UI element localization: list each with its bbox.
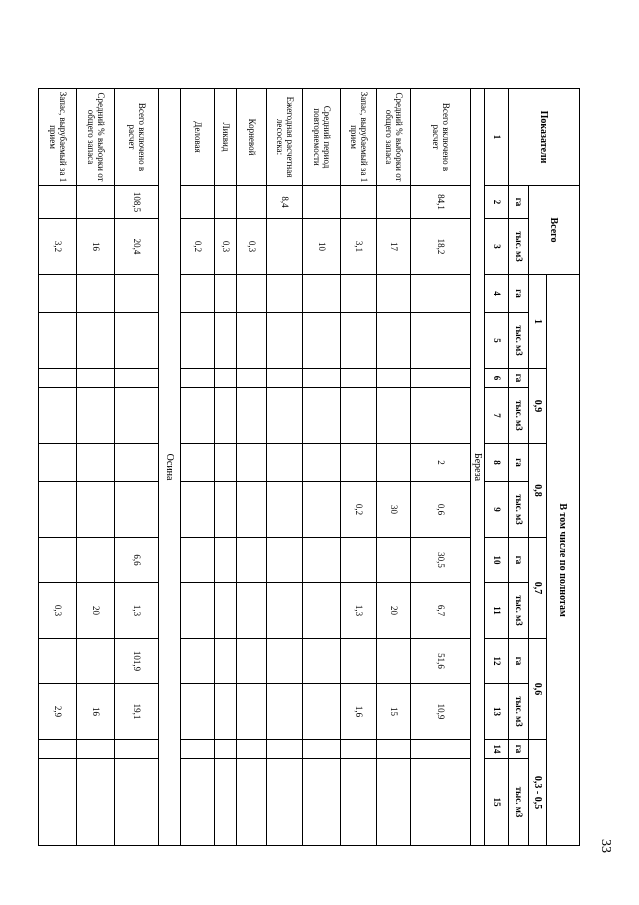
cell-c4: [267, 275, 303, 313]
row-label: Корневой: [237, 89, 267, 186]
cell-c9: 0,2: [341, 482, 377, 538]
cell-c13: 10,9: [411, 684, 471, 740]
cell-c3: [267, 219, 303, 275]
cell-c2: [237, 186, 267, 219]
col-number: 1: [485, 89, 509, 186]
col-number: 12: [485, 639, 509, 684]
cell-c7: [377, 388, 411, 444]
col-number: 10: [485, 538, 509, 583]
cell-c2: [77, 186, 115, 219]
cell-c11: [237, 583, 267, 639]
cell-c7: [115, 388, 159, 444]
cell-c6: [115, 369, 159, 388]
cell-c8: [341, 444, 377, 482]
cell-c5: [267, 313, 303, 369]
cell-c6: [215, 369, 237, 388]
cell-c11: 1,3: [341, 583, 377, 639]
cell-c2: [303, 186, 341, 219]
unit-m3: тыс. м3: [509, 482, 529, 538]
cell-c4: [341, 275, 377, 313]
cell-c8: 2: [411, 444, 471, 482]
unit-ha: га: [509, 275, 529, 313]
cell-c5: [39, 313, 77, 369]
col-number: 5: [485, 313, 509, 369]
cell-c9: [115, 482, 159, 538]
unit-ha: га: [509, 369, 529, 388]
col-number: 15: [485, 759, 509, 846]
cell-c5: [303, 313, 341, 369]
unit-m3: тыс. м3: [509, 219, 529, 275]
cell-c11: [303, 583, 341, 639]
cell-c9: 0,6: [411, 482, 471, 538]
cell-c10: [181, 538, 215, 583]
col-number: 8: [485, 444, 509, 482]
unit-ha: га: [509, 740, 529, 759]
cell-c14: [115, 740, 159, 759]
cell-c7: [303, 388, 341, 444]
cell-c4: [115, 275, 159, 313]
cell-c9: [237, 482, 267, 538]
col-number: 2: [485, 186, 509, 219]
cell-c12: [39, 639, 77, 684]
cell-c3: 17: [377, 219, 411, 275]
density-0-9: 0,9: [529, 369, 547, 444]
cell-c13: 16: [77, 684, 115, 740]
cell-c9: [215, 482, 237, 538]
cell-c8: [267, 444, 303, 482]
cell-c2: [215, 186, 237, 219]
cell-c7: [215, 388, 237, 444]
cell-c14: [267, 740, 303, 759]
row-label: Средний % выборки от общего запаса: [77, 89, 115, 186]
density-0-6: 0,6: [529, 639, 547, 740]
cell-c11: [215, 583, 237, 639]
cell-c6: [39, 369, 77, 388]
cell-c13: [303, 684, 341, 740]
cell-c3: 18,2: [411, 219, 471, 275]
unit-ha: га: [509, 639, 529, 684]
unit-ha: га: [509, 186, 529, 219]
cell-c3: 20,4: [115, 219, 159, 275]
cell-c13: 15: [377, 684, 411, 740]
rotated-table-frame: [48, 88, 580, 845]
cell-c12: [237, 639, 267, 684]
cell-c6: [237, 369, 267, 388]
cell-c2: [181, 186, 215, 219]
cell-c11: 20: [377, 583, 411, 639]
cell-c4: [237, 275, 267, 313]
cell-c4: [215, 275, 237, 313]
cell-c2: [39, 186, 77, 219]
cell-c8: [115, 444, 159, 482]
cell-c15: [237, 759, 267, 846]
cell-c15: [77, 759, 115, 846]
cell-c10: 6,6: [115, 538, 159, 583]
cell-c4: [303, 275, 341, 313]
cell-c14: [411, 740, 471, 759]
cell-c7: [39, 388, 77, 444]
cell-c3: 0,2: [181, 219, 215, 275]
cell-c8: [215, 444, 237, 482]
cell-c9: [267, 482, 303, 538]
cell-c11: 1,3: [115, 583, 159, 639]
col-number: 11: [485, 583, 509, 639]
cell-c15: [341, 759, 377, 846]
cell-c6: [377, 369, 411, 388]
cell-c14: [303, 740, 341, 759]
cell-c3: 0,3: [215, 219, 237, 275]
cell-c13: [267, 684, 303, 740]
cell-c14: [77, 740, 115, 759]
cell-c8: [377, 444, 411, 482]
cell-c10: [377, 538, 411, 583]
cell-c2: [341, 186, 377, 219]
col-number: 4: [485, 275, 509, 313]
col-number: 7: [485, 388, 509, 444]
unit-ha: га: [509, 538, 529, 583]
cell-c12: 101,9: [115, 639, 159, 684]
cell-c4: [77, 275, 115, 313]
cell-c7: [411, 388, 471, 444]
cell-c10: [303, 538, 341, 583]
cell-c2: [377, 186, 411, 219]
cell-c10: [77, 538, 115, 583]
row-label: Всего включено в расчет: [115, 89, 159, 186]
cell-c6: [181, 369, 215, 388]
cell-c13: 19,1: [115, 684, 159, 740]
cell-c15: [267, 759, 303, 846]
cell-c6: [411, 369, 471, 388]
cell-c11: 6,7: [411, 583, 471, 639]
cell-c13: 2,9: [39, 684, 77, 740]
cell-c14: [341, 740, 377, 759]
col-number: 6: [485, 369, 509, 388]
cell-c2: 108,5: [115, 186, 159, 219]
cell-c11: [181, 583, 215, 639]
density-0-3-0-5: 0,3 - 0,5: [529, 740, 547, 846]
cell-c5: [77, 313, 115, 369]
cell-c15: [115, 759, 159, 846]
cell-c5: [377, 313, 411, 369]
cell-c9: [181, 482, 215, 538]
cell-c13: 1,6: [341, 684, 377, 740]
col-number: 13: [485, 684, 509, 740]
cell-c11: 20: [77, 583, 115, 639]
cell-c15: [39, 759, 77, 846]
cell-c3: 16: [77, 219, 115, 275]
cell-c3: 3,1: [341, 219, 377, 275]
cell-c8: [39, 444, 77, 482]
header-total: Всего: [529, 186, 580, 275]
cell-c12: [377, 639, 411, 684]
cell-c3: 3,2: [39, 219, 77, 275]
cell-c12: [77, 639, 115, 684]
cell-c3: 0,3: [237, 219, 267, 275]
cell-c10: [267, 538, 303, 583]
section-title-birch: Береза: [471, 89, 485, 846]
density-0-7: 0,7: [529, 538, 547, 639]
cell-c9: 30: [377, 482, 411, 538]
cell-c2: 84,1: [411, 186, 471, 219]
cell-c6: [267, 369, 303, 388]
cell-c5: [181, 313, 215, 369]
cell-c14: [215, 740, 237, 759]
cell-c7: [181, 388, 215, 444]
cell-c8: [77, 444, 115, 482]
cell-c15: [181, 759, 215, 846]
cell-c12: [215, 639, 237, 684]
cell-c4: [181, 275, 215, 313]
cell-c2: 8,4: [267, 186, 303, 219]
cell-c7: [237, 388, 267, 444]
header-by-density: В том числе по полнотам: [547, 275, 580, 846]
col-number: 14: [485, 740, 509, 759]
cell-c7: [77, 388, 115, 444]
cell-c9: [77, 482, 115, 538]
cell-c14: [237, 740, 267, 759]
cell-c13: [237, 684, 267, 740]
cell-c10: [237, 538, 267, 583]
cell-c15: [215, 759, 237, 846]
cell-c8: [181, 444, 215, 482]
cell-c5: [115, 313, 159, 369]
cell-c11: 0,3: [39, 583, 77, 639]
cell-c7: [267, 388, 303, 444]
cell-c12: 51,6: [411, 639, 471, 684]
cell-c13: [215, 684, 237, 740]
density-0-8: 0,8: [529, 444, 547, 538]
cell-c6: [303, 369, 341, 388]
cell-c10: 30,5: [411, 538, 471, 583]
cell-c5: [341, 313, 377, 369]
cell-c8: [237, 444, 267, 482]
cell-c8: [303, 444, 341, 482]
cell-c10: [341, 538, 377, 583]
cell-c5: [237, 313, 267, 369]
cell-c3: 10: [303, 219, 341, 275]
cell-c14: [181, 740, 215, 759]
row-label: Средний период повторяемости: [303, 89, 341, 186]
cell-c5: [411, 313, 471, 369]
cell-c15: [411, 759, 471, 846]
cell-c4: [377, 275, 411, 313]
cell-c14: [377, 740, 411, 759]
row-label: Ежегодная расчетная лесосека:: [267, 89, 303, 186]
cell-c12: [303, 639, 341, 684]
cell-c5: [215, 313, 237, 369]
cell-c15: [303, 759, 341, 846]
row-label: Ликвид: [215, 89, 237, 186]
unit-m3: тыс. м3: [509, 684, 529, 740]
cell-c12: [267, 639, 303, 684]
cell-c9: [303, 482, 341, 538]
cell-c10: [215, 538, 237, 583]
forest-indicators-table: [38, 88, 580, 846]
col-number: 3: [485, 219, 509, 275]
cell-c10: [39, 538, 77, 583]
row-label: Средний % выборки от общего запаса: [377, 89, 411, 186]
cell-c7: [341, 388, 377, 444]
cell-c4: [39, 275, 77, 313]
unit-m3: тыс. м3: [509, 388, 529, 444]
cell-c11: [267, 583, 303, 639]
cell-c13: [181, 684, 215, 740]
cell-c9: [39, 482, 77, 538]
row-label: Запас, вырубаемый за 1 прием: [39, 89, 77, 186]
page-number: 33: [598, 839, 613, 853]
row-label: Всего включено в расчет: [411, 89, 471, 186]
unit-m3: тыс. м3: [509, 759, 529, 846]
row-label: Запас, вырубаемый за 1 прием: [341, 89, 377, 186]
unit-m3: тыс. м3: [509, 313, 529, 369]
section-title-aspen: Осина: [159, 89, 181, 846]
cell-c4: [411, 275, 471, 313]
unit-m3: тыс. м3: [509, 583, 529, 639]
cell-c6: [77, 369, 115, 388]
unit-ha: га: [509, 444, 529, 482]
cell-c15: [377, 759, 411, 846]
col-number: 9: [485, 482, 509, 538]
cell-c12: [341, 639, 377, 684]
cell-c6: [341, 369, 377, 388]
density-1: 1: [529, 275, 547, 369]
cell-c14: [39, 740, 77, 759]
cell-c12: [181, 639, 215, 684]
row-label: Деловая: [181, 89, 215, 186]
header-indicators: Показатели: [509, 89, 580, 186]
